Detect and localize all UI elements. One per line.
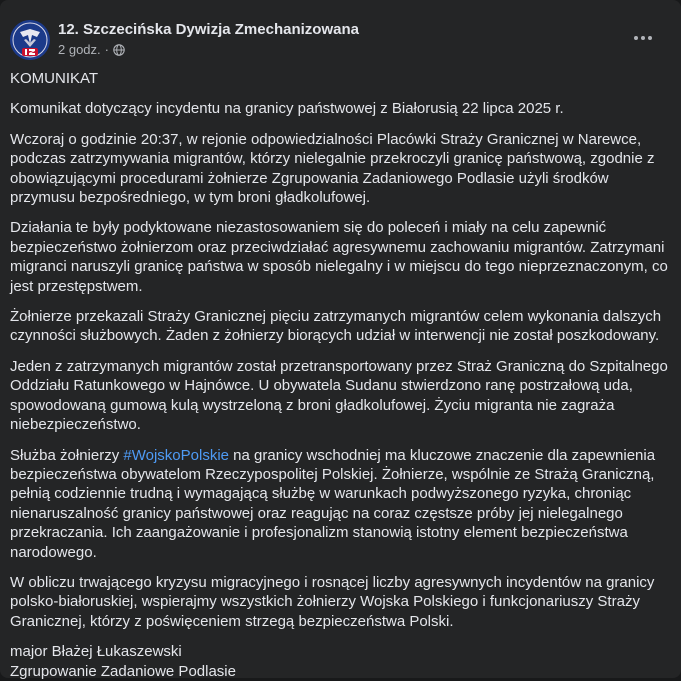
meta-separator: · <box>104 42 109 57</box>
paragraph-text: Służba żołnierzy <box>10 446 124 464</box>
post-title: KOMUNIKAT <box>10 70 99 87</box>
post-body <box>10 69 670 681</box>
hashtag-link[interactable]: #WojskoPolskie <box>123 446 229 464</box>
post-paragraph <box>10 446 670 562</box>
globe-icon <box>113 44 125 56</box>
post-paragraph: W obliczu trwającego kryzysu migracyjnego i rosnącej liczby agresywnych incydentów na granicy polsko-białoruskiej, wspierajmy wszystkich żołnierzy Wojska Polskiego i funkcjonariuszy Straży Granicznej, którzy z poświęceniem strzegą bezpieczeństwa Polski. <box>10 573 655 630</box>
post-header <box>10 16 671 60</box>
post-author-name[interactable]: 12. Szczecińska Dywizja Zmechanizowana <box>58 21 359 38</box>
post-paragraph: Żołnierze przekazali Straży Granicznej pięciu zatrzymanych migrantów celem wykonania dalszych czynności służbowych. Żaden z żołnierzy biorących udział w interwencji nie został poszkodowany. <box>10 308 662 345</box>
post-paragraph: Wczoraj o godzinie 20:37, w rejonie odpowiedzialności Placówki Straży Granicznej w Narewce, podczas zatrzymywania migrantów, którzy nielegalnie przekroczyli granicę państwową, zgodnie z obowiązującymi procedurami żołnierze Zgrupowania Zadaniowego Podlasie użyli środków przymusu bezpośredniego, w tym broni gładkolufowej. <box>10 130 655 207</box>
division-emblem-icon <box>10 20 50 60</box>
post-paragraph: Jeden z zatrzymanych migrantów został przetransportowany przez Straż Graniczną do Szpitalnego Oddziału Ratunkowego w Hajnówce. U obywatela Sudanu stwierdzono ranę postrzałową uda, spowodowaną gumową kulą wystrzeloną z broni gładkolufowej. Życiu migranta nie zagraża niebezpieczeństwo. <box>10 357 668 434</box>
paragraph-text: na granicy wschodniej ma kluczowe znaczenie dla zapewnienia bezpieczeństwa obywatelom Rzeczypospolitej Polskiej. Żołnierze, wspólnie ze Strażą Graniczną, pełnią codziennie trudną i wymagającą służbę w warunkach podwyższonego ryzyka, chroniąc nienaruszalność granicy państwowej oraz reagując na coraz częstsze próby jej nielegalnego przekraczania. Ich zaangażowanie i profesjonalizm stanowią istotny element bezpieczeństwa narodowego. <box>10 446 656 561</box>
post-meta <box>58 42 125 57</box>
more-options-button[interactable] <box>629 30 657 46</box>
avatar[interactable] <box>10 20 50 60</box>
more-options-icon <box>634 36 638 40</box>
signature-unit: Zgrupowanie Zadaniowe Podlasie <box>10 662 236 680</box>
post-paragraph: Działania te były podyktowane niezastosowaniem się do poleceń i miały na celu zapewnić bezpieczeństwo żołnierzom oraz przeciwdziałać agresywnemu zachowaniu migrantów. Zatrzymani migranci naruszyli granicę państwa w sposób nielegalny i w miejscu do tego nieprzeznaczonym, co jest przestępstwem. <box>10 219 668 295</box>
post-time[interactable]: 2 godz. <box>58 42 101 57</box>
signature-name: major Błażej Łukaszewski <box>10 643 182 661</box>
post-paragraph: Komunikat dotyczący incydentu na granicy państwowej z Białorusią 22 lipca 2025 r. <box>10 100 564 118</box>
